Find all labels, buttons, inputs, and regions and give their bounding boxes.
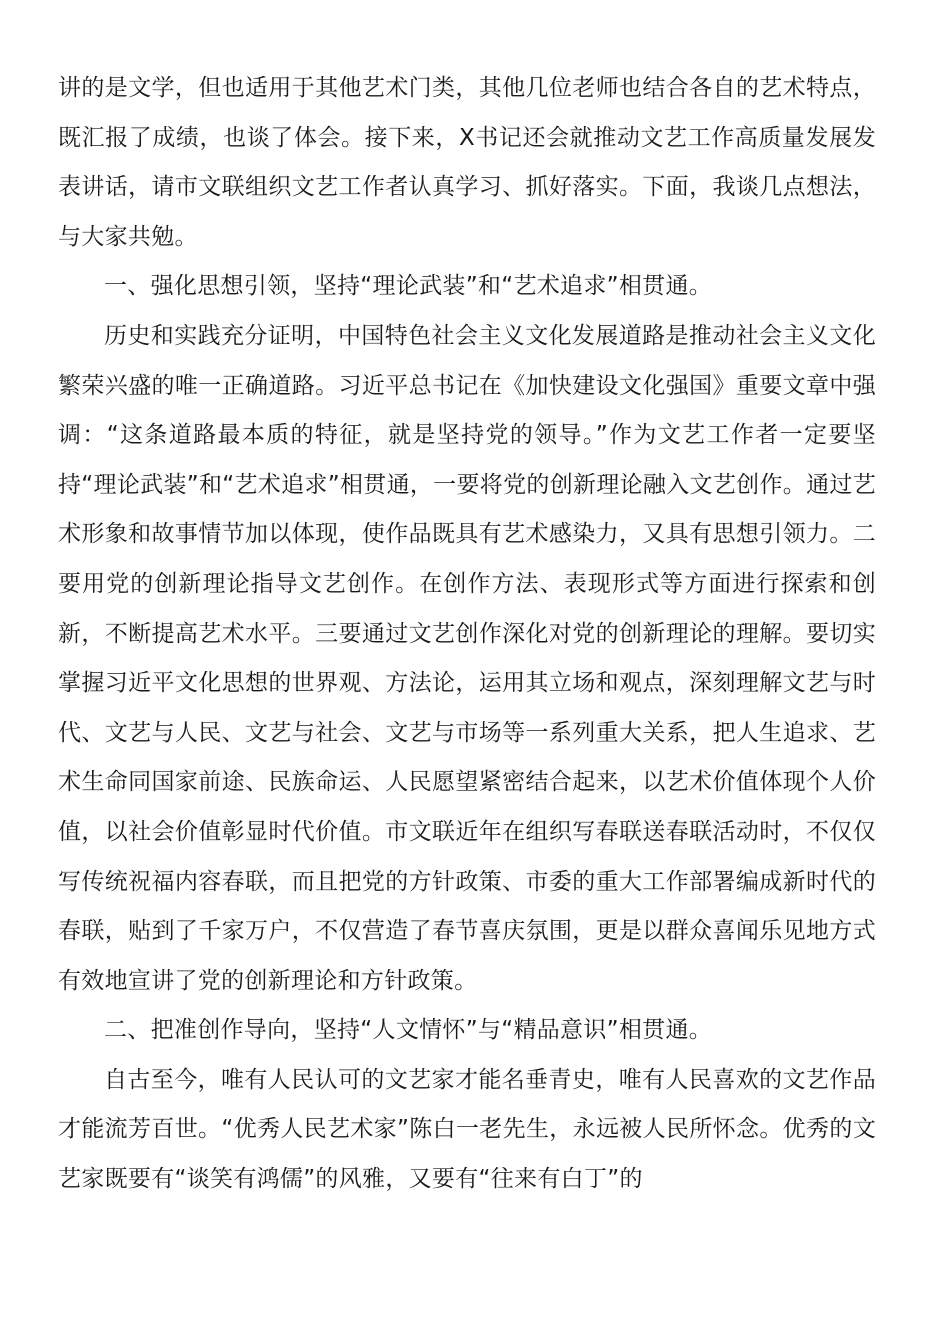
paragraph-section-1-body: 历史和实践充分证明，中国特色社会主义文化发展道路是推动社会主义文化繁荣兴盛的唯一正确道路。习近平总书记在《加快建设文化强国》重要文章中强调：“这条道路最本质的特征，就是坚持党的领导。”作为文艺工作者一定要坚持“理论武装”和“艺术追求”相贯通，一要将党的创新理论融入文艺创作。通过艺术形象和故事情节加以体现，使作品既具有艺术感染力，又具有思想引领力。二要用党的创新理论指导文艺创作。在创作方法、表现形式等方面进行探索和创新，不断提高艺术水平。三要通过文艺创作深化对党的创新理论的理解。要切实掌握习近平文化思想的世界观、方法论，运用其立场和观点，深刻理解文艺与时代、文艺与人民、文艺与社会、文艺与市场等一系列重大关系，把人生追求、艺术生命同国家前途、民族命运、人民愿望紧密结合起来，以艺术价值体现个人价值，以社会价值彰显时代价值。市文联近年在组织写春联送春联活动时，不仅仅写传统祝福内容春联，而且把党的方针政策、市委的重大工作部署编成新时代的春联，贴到了千家万户，不仅营造了春节喜庆氛围，更是以群众喜闻乐见地方式有效地宣讲了党的创新理论和方针政策。 [58, 322, 876, 994]
section-heading-1: 一、强化思想引领，坚持“理论武装”和“艺术追求”相贯通。 [104, 273, 713, 300]
paragraph-intro-continued: 讲的是文学，但也适用于其他艺术门类，其他几位老师也结合各自的艺术特点，既汇报了成绩，也谈了体会。接下来，X书记还会就推动文艺工作高质量发展发表讲话，请市文联组织文艺工作者认真学习、抓好落实。下面，我谈几点想法，与大家共勉。 [58, 75, 876, 250]
document-body [58, 64, 876, 1205]
paragraph-section-2-body: 自古至今，唯有人民认可的文艺家才能名垂青史，唯有人民喜欢的文艺作品才能流芳百世。“优秀人民艺术家”陈白一老先生，永远被人民所怀念。优秀的文艺家既要有“谈笑有鸿儒”的风雅，又要有“往来有白丁”的 [58, 1066, 876, 1193]
section-heading-2: 二、把准创作导向，坚持“人文情怀”与“精品意识”相贯通。 [104, 1017, 713, 1044]
